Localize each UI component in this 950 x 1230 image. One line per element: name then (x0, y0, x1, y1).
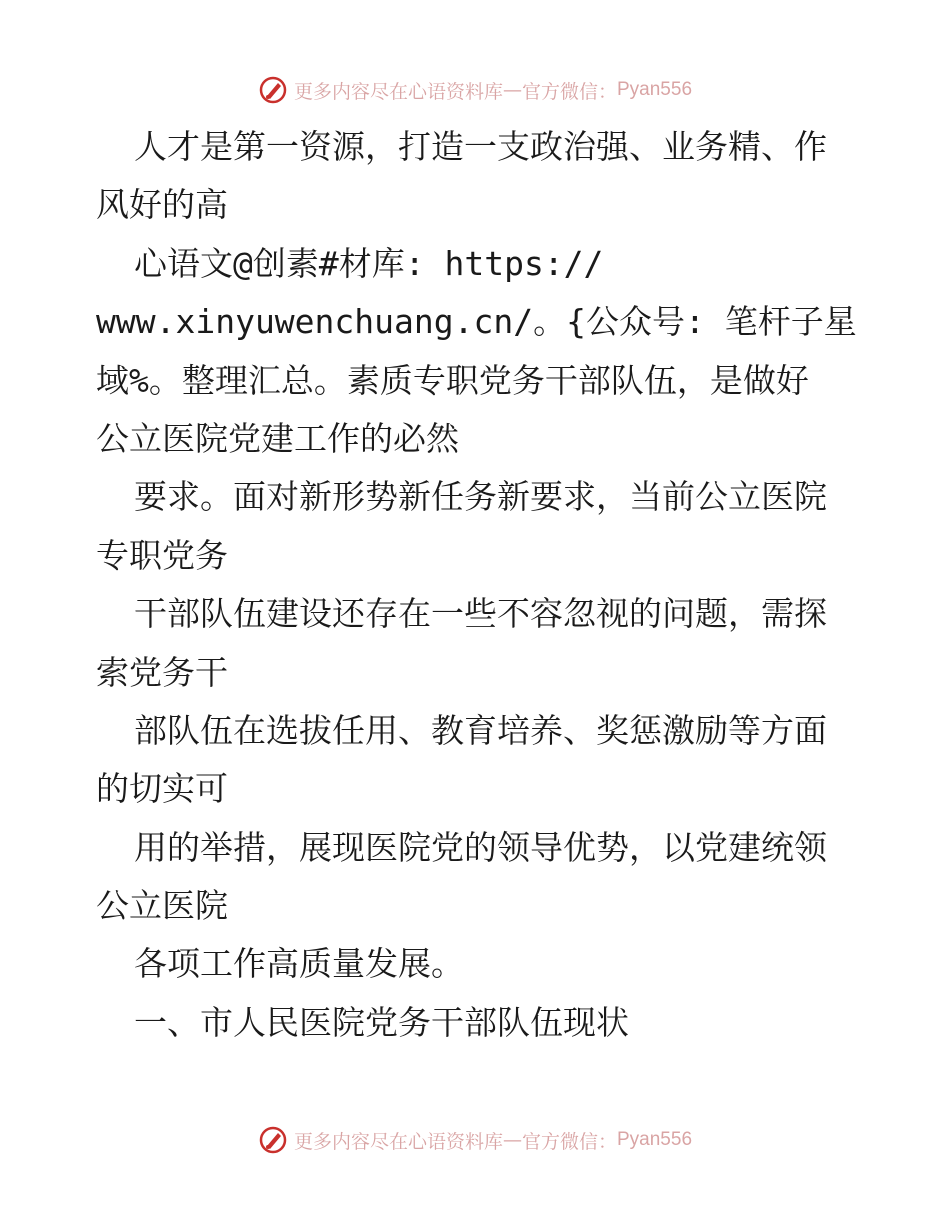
body-line: 公立医院 (96, 886, 228, 926)
watermark-separator: — (502, 1129, 522, 1151)
section-heading: 一、市人民医院党务干部队伍现状 (134, 1002, 629, 1042)
watermark-brand-text: 更多内容尽在心语资料库 (293, 1130, 503, 1153)
body-line: 各项工作高质量发展。 (134, 944, 464, 984)
watermark-wechat-label: 官方微信： (521, 1130, 617, 1153)
body-line: 人才是第一资源，打造一支政治强、业务精、作 (134, 127, 827, 166)
document-body (96, 118, 856, 1052)
watermark-brand-text: 更多内容尽在心语资料库 (293, 80, 503, 103)
body-line: 部队伍在选拔任用、教育培养、奖惩激励等方面 (134, 710, 827, 750)
pen-logo-icon (258, 75, 288, 105)
body-line: www.xinyuwenchuang.cn/。{公众号: 笔杆子星 (96, 302, 857, 342)
body-line: 要求。面对新形势新任务新要求，当前公立医院 (134, 477, 827, 517)
watermark-wechat-handle: Pyan556 (617, 1129, 693, 1150)
body-line: 心语文@创素#材库: https:// (134, 243, 604, 283)
body-line: 索党务干 (96, 652, 228, 692)
body-line: 的切实可 (96, 769, 228, 809)
watermark-wechat-handle: Pyan556 (617, 79, 693, 100)
body-line: 公立医院党建工作的必然 (96, 418, 459, 458)
header-watermark-banner (0, 70, 950, 110)
body-line: 风好的高 (96, 185, 228, 225)
body-line: 用的举措，展现医院党的领导优势，以党建统领 (134, 827, 827, 867)
watermark-wechat-label: 官方微信： (521, 80, 617, 103)
body-line: 域%。整理汇总。素质专职党务干部队伍，是做好 (96, 360, 809, 400)
footer-watermark-banner (0, 1120, 950, 1160)
watermark-separator: — (502, 79, 522, 101)
body-line: 干部队伍建设还存在一些不容忽视的问题，需探 (134, 594, 827, 634)
body-line: 专职党务 (96, 535, 228, 575)
pen-logo-icon (258, 1125, 288, 1155)
